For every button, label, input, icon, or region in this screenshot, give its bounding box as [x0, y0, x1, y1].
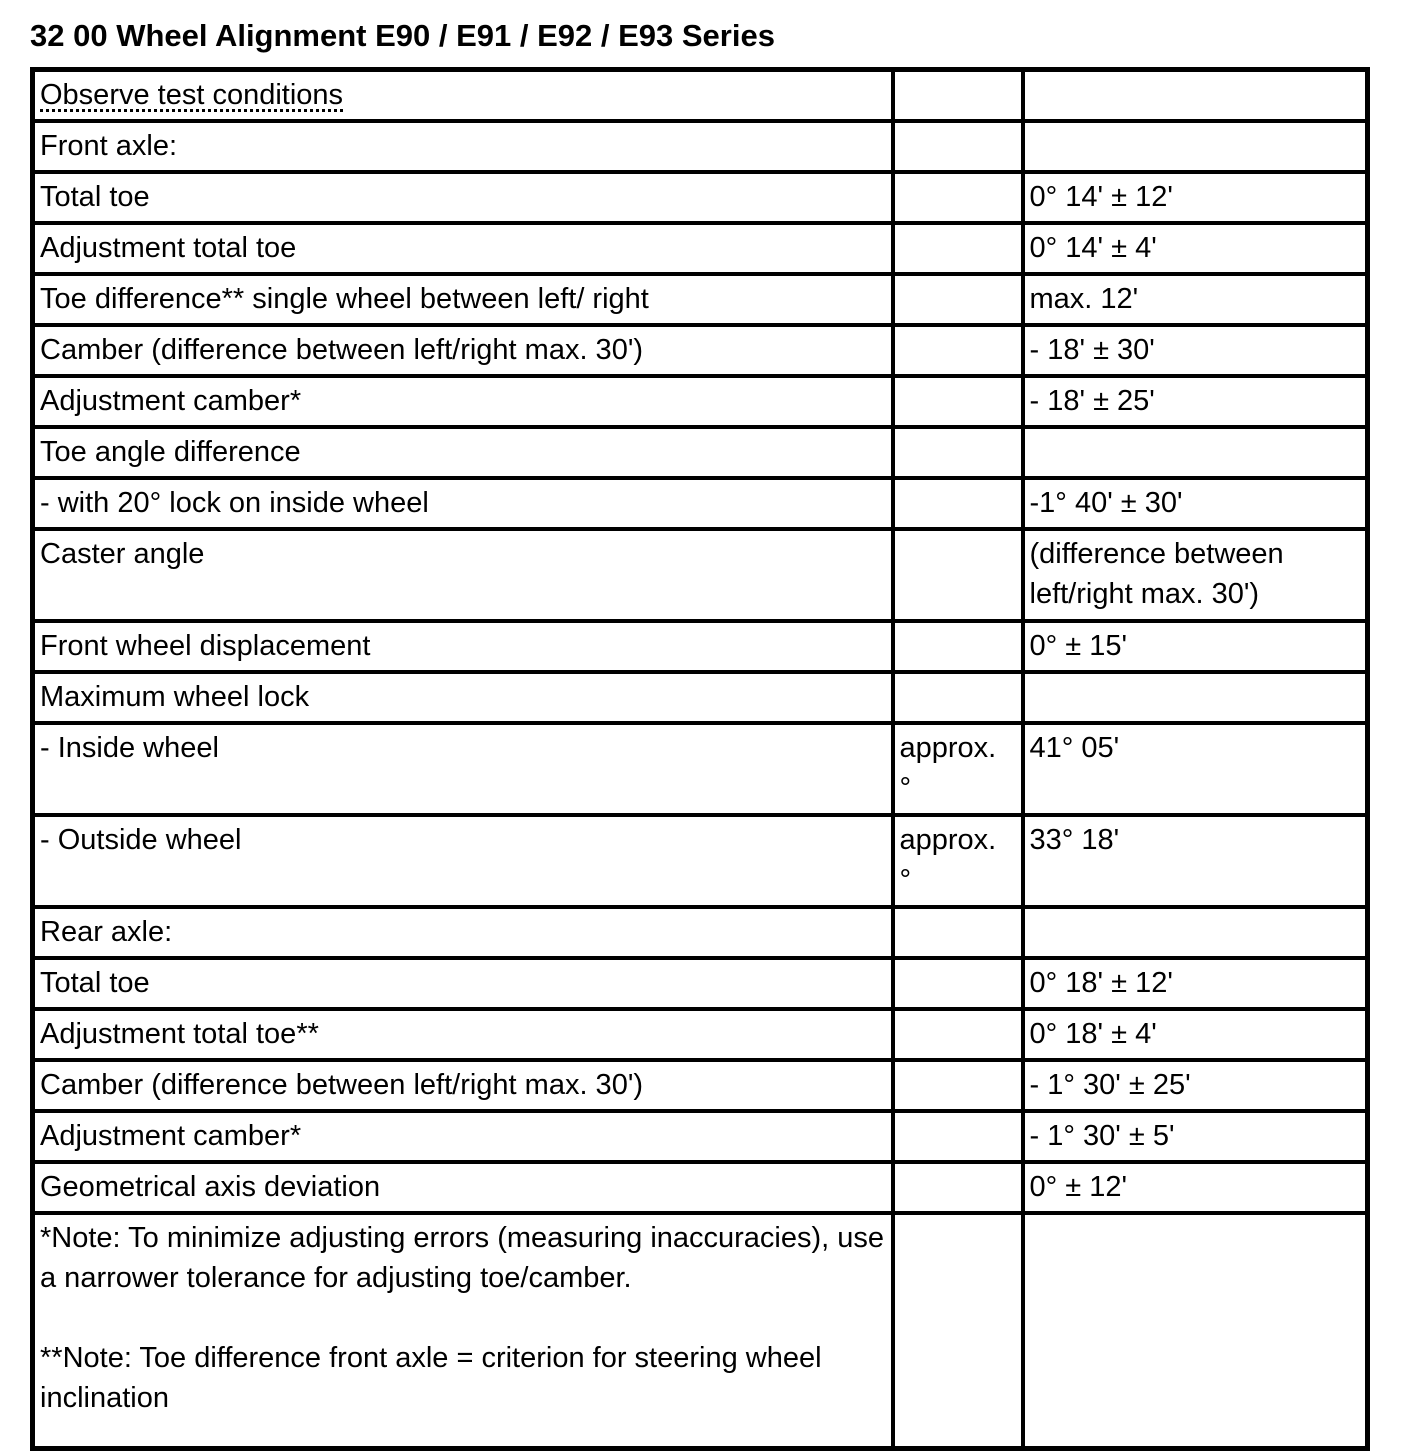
- table-row: [33, 274, 1368, 325]
- row-qualifier-cell: approx. °: [893, 815, 1023, 907]
- observe-test-conditions-link[interactable]: Observe test conditions: [40, 79, 344, 111]
- row-label-cell: Total toe: [33, 172, 893, 223]
- row-value-cell: (difference between left/right max. 30'): [1023, 529, 1368, 621]
- row-value-cell: 41° 05': [1023, 723, 1368, 815]
- table-row: [33, 223, 1368, 274]
- row-label-cell: Adjustment total toe: [33, 223, 893, 274]
- row-label-cell: Total toe: [33, 958, 893, 1009]
- row-label-cell: - with 20° lock on inside wheel: [33, 478, 893, 529]
- row-label-cell: Geometrical axis deviation: [33, 1162, 893, 1213]
- table-row: [33, 172, 1368, 223]
- row-qualifier-cell: [893, 223, 1023, 274]
- row-value-cell: - 1° 30' ± 5': [1023, 1111, 1368, 1162]
- row-qualifier-cell: [893, 70, 1023, 121]
- row-qualifier-cell: [893, 121, 1023, 172]
- row-label-cell: Caster angle: [33, 529, 893, 621]
- row-value-cell: - 1° 30' ± 25': [1023, 1060, 1368, 1111]
- table-row: [33, 427, 1368, 478]
- row-label-cell: Camber (difference between left/right max. 30'): [33, 325, 893, 376]
- row-value-cell: 0° 14' ± 12': [1023, 172, 1368, 223]
- table-row-outside-wheel: [33, 815, 1368, 907]
- row-value-cell: 0° ± 12': [1023, 1162, 1368, 1213]
- row-value-cell: - 18' ± 30': [1023, 325, 1368, 376]
- row-qualifier-cell: [893, 672, 1023, 723]
- row-label-cell: Adjustment camber*: [33, 376, 893, 427]
- row-qualifier-cell: [893, 376, 1023, 427]
- row-qualifier-cell: [893, 907, 1023, 958]
- row-value-cell: [1023, 121, 1368, 172]
- row-label-cell: Adjustment total toe**: [33, 1009, 893, 1060]
- row-value-cell: 0° 18' ± 12': [1023, 958, 1368, 1009]
- row-label-cell: - Outside wheel: [33, 815, 893, 907]
- row-label-cell: Toe angle difference: [33, 427, 893, 478]
- row-qualifier-cell: [893, 1009, 1023, 1060]
- row-qualifier-cell: approx. °: [893, 723, 1023, 815]
- page-title: 32 00 Wheel Alignment E90 / E91 / E92 / E93 Series: [30, 18, 775, 53]
- row-qualifier-cell: [893, 478, 1023, 529]
- row-qualifier-cell: [893, 1060, 1023, 1111]
- row-label-cell: Front axle:: [33, 121, 893, 172]
- row-label-cell: - Inside wheel: [33, 723, 893, 815]
- table-row-caster-angle: [33, 529, 1368, 621]
- row-qualifier-cell: [893, 1213, 1023, 1449]
- row-qualifier-cell: [893, 1162, 1023, 1213]
- table-row: [33, 1009, 1368, 1060]
- row-qualifier-cell: [893, 325, 1023, 376]
- row-label-cell: [33, 70, 893, 121]
- row-label-cell: Camber (difference between left/right max. 30'): [33, 1060, 893, 1111]
- note-single-asterisk: *Note: To minimize adjusting errors (measuring inaccuracies), use a narrower tolerance for adjusting toe/camber.: [40, 1221, 885, 1294]
- notes-cell: [33, 1213, 893, 1449]
- table-row: [33, 1111, 1368, 1162]
- row-value-cell: 33° 18': [1023, 815, 1368, 907]
- row-value-cell: [1023, 1213, 1368, 1449]
- table-row: [33, 376, 1368, 427]
- section-row-rear-axle: [33, 907, 1368, 958]
- row-qualifier-cell: [893, 958, 1023, 1009]
- row-value-cell: 0° 14' ± 4': [1023, 223, 1368, 274]
- row-value-cell: [1023, 70, 1368, 121]
- table-row: [33, 325, 1368, 376]
- table-row-observe-conditions: [33, 70, 1368, 121]
- row-value-cell: [1023, 907, 1368, 958]
- table-row-notes: [33, 1213, 1368, 1449]
- row-label-cell: Adjustment camber*: [33, 1111, 893, 1162]
- row-value-cell: 0° 18' ± 4': [1023, 1009, 1368, 1060]
- row-value-cell: -1° 40' ± 30': [1023, 478, 1368, 529]
- row-qualifier-cell: [893, 427, 1023, 478]
- section-row-front-axle: [33, 121, 1368, 172]
- table-row: [33, 958, 1368, 1009]
- row-value-cell: [1023, 427, 1368, 478]
- row-label-cell: Front wheel displacement: [33, 621, 893, 672]
- row-value-cell: 0° ± 15': [1023, 621, 1368, 672]
- table-row: [33, 1162, 1368, 1213]
- row-value-cell: - 18' ± 25': [1023, 376, 1368, 427]
- table-row-inside-wheel: [33, 723, 1368, 815]
- row-value-cell: [1023, 672, 1368, 723]
- row-qualifier-cell: [893, 274, 1023, 325]
- table-row: [33, 1060, 1368, 1111]
- table-row: [33, 478, 1368, 529]
- row-value-cell: max. 12': [1023, 274, 1368, 325]
- row-qualifier-cell: [893, 172, 1023, 223]
- note-double-asterisk: **Note: Toe difference front axle = criterion for steering wheel inclination: [40, 1341, 822, 1414]
- row-qualifier-cell: [893, 1111, 1023, 1162]
- table-row: [33, 621, 1368, 672]
- row-qualifier-cell: [893, 529, 1023, 621]
- row-qualifier-cell: [893, 621, 1023, 672]
- row-label-cell: Toe difference** single wheel between left/ right: [33, 274, 893, 325]
- row-label-cell: Rear axle:: [33, 907, 893, 958]
- table-row: [33, 672, 1368, 723]
- alignment-spec-table: [30, 67, 1370, 1451]
- row-label-cell: Maximum wheel lock: [33, 672, 893, 723]
